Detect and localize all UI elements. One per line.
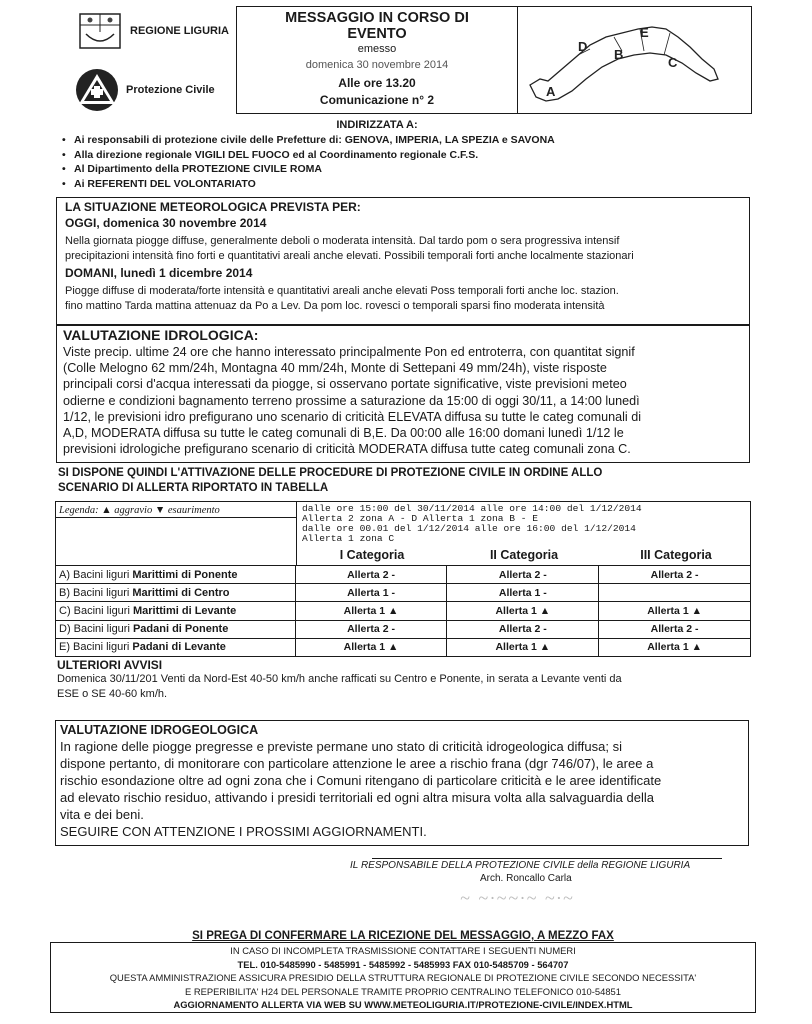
header <box>66 6 752 114</box>
message-title-line2: EVENTO <box>347 26 407 42</box>
table-row <box>56 602 751 620</box>
footer-line: IN CASO DI INCOMPLETA TRASMISSIONE CONTATTARE I SEGUENTI NUMERI <box>230 945 576 956</box>
cat3-cell: Allerta 2 - <box>599 620 751 638</box>
cat3-cell: Allerta 1 ▲ <box>599 602 751 620</box>
recipient-list <box>62 133 762 191</box>
cat2-cell: Allerta 1 ▲ <box>447 602 599 620</box>
recipient-item: • Ai responsabili di protezione civile delle Prefetture di: GENOVA, IMPERIA, LA SPEZIA e SAVONA <box>62 133 762 148</box>
further-line: ESE o SE 40-60 km/h. <box>57 688 168 700</box>
map-letter-b: B <box>614 47 624 62</box>
forecast-title: LA SITUAZIONE METEOROLOGICA PREVISTA PER: <box>65 200 361 214</box>
hydro-line: A,D, MODERATA diffusa su tutte le categ comunali di B,E. Da 00:00 alle 16:00 domani lunedì 1/12 le <box>63 426 624 441</box>
map-letter-e: E <box>640 25 649 40</box>
footer-web-line: AGGIORNAMENTO ALLERTA VIA WEB SU WWW.METEOLIGURIA.IT/PROTEZIONE-CIVILE/INDEX.HTML <box>173 999 633 1010</box>
region-crest-icon <box>78 12 122 50</box>
footer-box <box>50 942 756 1013</box>
signature-role: IL RESPONSABILE DELLA PROTEZIONE CIVILE della REGIONE LIGURIA <box>350 860 691 871</box>
map-letter-c: C <box>668 55 678 70</box>
hydrogeo-text <box>60 738 742 840</box>
further-notices <box>57 658 757 702</box>
cat3-cell: Allerta 2 - <box>599 566 751 584</box>
cat2-cell: Allerta 2 - <box>447 620 599 638</box>
confirm-line: SI PREGA DI CONFERMARE LA RICEZIONE DEL MESSAGGIO, A MEZZO FAX <box>192 930 614 942</box>
region-label: REGIONE LIGURIA <box>130 25 230 37</box>
forecast-tomorrow-title: DOMANI, lunedì 1 dicembre 2014 <box>65 266 253 280</box>
forecast-today-line: precipitazioni intensità fino forti e quantitativi areali anche elevati. Possibili temporali forti anche localmente stazionari <box>65 249 634 262</box>
map-letter-d: D <box>578 39 588 54</box>
recipient-item: • Al Dipartimento della PROTEZIONE CIVILE ROMA <box>62 162 762 177</box>
signature-divider <box>372 858 722 859</box>
forecast-today-line: Nella giornata piogge diffuse, generalmente deboli o moderata intensità. Dal tardo pom o sera progressiva intensif <box>65 235 620 247</box>
hydro-line: Viste precip. ultime 24 ore che hanno interessato principalmente Pon ed entroterra, con quantitat signif <box>63 345 635 359</box>
footer-line: QUESTA AMMINISTRAZIONE ASSICURA PRESIDIO DELLA STRUTTURA REGIONALE DI PROTEZIONE CIVILE SECONDO NECESSITA' <box>109 972 697 983</box>
header-cat-2: II Categoria <box>489 548 559 562</box>
map-box <box>517 6 752 114</box>
table-row <box>56 620 751 638</box>
forecast-tomorrow-line: fino mattino Tarda mattina attenuaz da Po a Lev. Da pom loc. rovesci o temporali sparsi fino moderata intensità <box>65 299 605 312</box>
hydrogeo-line: ad elevato rischio residuo, attivando i presidi territoriali ed ogni altra misura volta alla salvaguardia della <box>60 790 654 805</box>
hydro-line: (Colle Melogno 62 mm/24h, Montagna 40 mm/24h, Monte di Settepani 49 mm/24h), viste risposte <box>63 361 607 376</box>
hydro-box <box>56 325 750 463</box>
table-row <box>56 584 751 602</box>
liguria-map-icon <box>518 7 751 113</box>
forecast-tomorrow-text <box>65 284 741 313</box>
hydro-line: 1/12, le previsioni idro prefigurano uno scenario di criticità ELEVATA diffusa su tutte le categ comunali di <box>63 409 641 424</box>
alert-note: dalle ore 15:00 del 30/11/2014 alle ore 14:00 del 1/12/2014 <box>302 503 642 514</box>
cat1-cell: Allerta 2 - <box>295 620 447 638</box>
signature-block <box>350 860 750 909</box>
cat1-cell: Allerta 1 ▲ <box>295 602 447 620</box>
table-row <box>56 638 751 656</box>
hydro-line: odierne e condizioni bagnamento terreno prossime a saturazione da 15:00 di oggi 30/11, a 14:00 lunedì <box>63 393 640 408</box>
forecast-tomorrow-line: Piogge diffuse di moderata/forte intensità e quantitativi areali anche elevati Poss temporali forti anche loc. stazion. <box>65 285 619 297</box>
cat1-cell: Allerta 1 ▲ <box>295 638 447 656</box>
legend: Legenda: ▲ aggravio ▼ esaurimento <box>59 505 220 516</box>
basin-cell: A) Bacini liguri Marittimi di Ponente <box>56 566 296 584</box>
alert-note: dalle ore 00.01 del 1/12/2014 alle ore 16:00 del 1/12/2014 <box>302 523 636 534</box>
header-cat-1: I Categoria <box>339 548 405 562</box>
hydrogeo-line: SEGUIRE CON ATTENZIONE I PROSSIMI AGGIORNAMENTI. <box>60 824 427 839</box>
addressed-title: INDIRIZZATA A: <box>336 119 418 131</box>
forecast-box <box>56 197 750 325</box>
basin-cell: E) Bacini liguri Padani di Levante <box>56 638 296 656</box>
hydro-line: principali corsi d'acqua interessati da piogge, si osservano portate significative, viste previsioni meteo <box>63 377 627 392</box>
message-time: Alle ore 13.20 <box>338 76 416 90</box>
forecast-today-text <box>65 234 741 263</box>
cat1-cell: Allerta 2 - <box>295 566 447 584</box>
message-title-line1: MESSAGGIO IN CORSO DI <box>285 10 469 26</box>
further-line: Domenica 30/11/201 Venti da Nord-Est 40-50 km/h anche rafficati su Centro e Ponente, in serata a Levante venti da <box>57 673 622 685</box>
alert-note: Allerta 1 zona C <box>302 533 395 544</box>
hydro-line: previsioni idrologiche prefigurano scenario di criticità MODERATA diffusa tutte categ comunali zona C. <box>63 442 631 457</box>
alert-table-wrap <box>55 501 751 657</box>
dispose-text <box>58 466 758 496</box>
hydrogeo-title: VALUTAZIONE IDROGEOLOGICA <box>60 723 259 737</box>
cat2-cell: Allerta 1 - <box>447 584 599 602</box>
message-status: emesso <box>357 43 397 55</box>
recipient-item: • Alla direzione regionale VIGILI DEL FUOCO ed al Coordinamento regionale C.F.S. <box>62 148 762 163</box>
footer-line: E REPERIBILITA' H24 DEL PERSONALE TRAMITE PROPRIO CENTRALINO TELEFONICO 010-54851 <box>185 985 621 997</box>
message-comm: Comunicazione n° 2 <box>319 93 435 107</box>
recipient-item: • Ai REFERENTI DEL VOLONTARIATO <box>62 177 762 192</box>
basin-cell: D) Bacini liguri Padani di Ponente <box>56 620 296 638</box>
cat2-cell: Allerta 1 ▲ <box>447 638 599 656</box>
further-title: ULTERIORI AVVISI <box>57 658 163 672</box>
hydro-title: VALUTAZIONE IDROLOGICA: <box>63 327 259 343</box>
hydrogeo-line: rischio esondazione oltre ad ogni zona che i Comuni ritengano di particolare criticità e le aree identificate <box>60 773 662 788</box>
alert-note: Allerta 2 zona A - D Allerta 1 zona B - E <box>302 513 539 524</box>
basin-cell: C) Bacini liguri Marittimi di Levante <box>56 602 296 620</box>
dispose-line: SCENARIO DI ALLERTA RIPORTATO IN TABELLA <box>58 482 329 494</box>
civil-protection-label: Protezione Civile <box>126 84 215 96</box>
hydrogeo-line: In ragione delle piogge pregresse e previste permane uno stato di criticità idrogeologica diffusa; si <box>60 739 622 754</box>
cat3-cell <box>599 584 751 602</box>
table-row <box>56 566 751 584</box>
cat3-cell: Allerta 1 ▲ <box>599 638 751 656</box>
signature-name: Arch. Roncallo Carla <box>480 873 572 884</box>
hydrogeo-box <box>55 720 749 846</box>
basin-cell: B) Bacini liguri Marittimi di Centro <box>56 584 296 602</box>
cat2-cell: Allerta 2 - <box>447 566 599 584</box>
dispose-line: SI DISPONE QUINDI L'ATTIVAZIONE DELLE PROCEDURE DI PROTEZIONE CIVILE IN ORDINE ALLO <box>58 467 603 479</box>
header-cat-3: III Categoria <box>640 548 712 562</box>
handwritten-signature: ~ ~·~~·~ ~·~ <box>460 888 575 908</box>
hydro-text <box>63 344 743 457</box>
alert-table <box>55 565 751 657</box>
message-date: domenica 30 novembre 2014 <box>305 59 449 71</box>
region-logo <box>78 12 229 50</box>
cat1-cell: Allerta 1 - <box>295 584 447 602</box>
hydrogeo-line: dispone pertanto, di monitorare con particolare attenzione le aree a rischio frana (dgr 746/07), le aree a <box>60 756 654 771</box>
title-box <box>236 6 518 114</box>
alert-notes <box>302 504 642 544</box>
forecast-today-title: OGGI, domenica 30 novembre 2014 <box>65 216 267 230</box>
civil-protection-logo <box>72 68 215 112</box>
civil-protection-triangle-icon <box>72 68 122 112</box>
footer-phone-line: TEL. 010-5485990 - 5485991 - 5485992 - 5485993 FAX 010-5485709 - 564707 <box>237 958 569 970</box>
hydrogeo-line: vita e dei beni. <box>60 807 144 822</box>
map-letter-a: A <box>546 84 556 99</box>
